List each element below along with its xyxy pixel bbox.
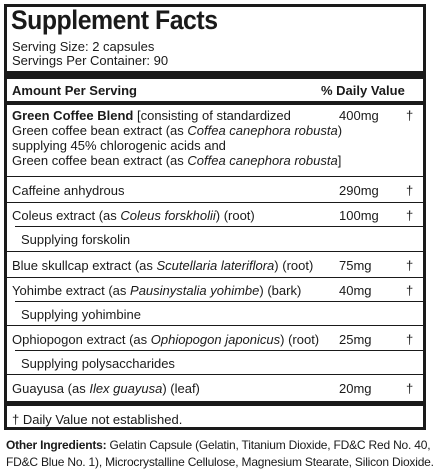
divider [7, 277, 423, 278]
green-coffee-line1: Green Coffee Blend [consisting of standardized [12, 108, 291, 123]
sub-polysaccharides: Supplying polysaccharides [21, 356, 175, 371]
header-dv: % Daily Value [321, 83, 405, 98]
divider [15, 226, 423, 227]
other-ingredients-text: Gelatin Capsule (Gelatin, Titanium Dioxide, FD&C Red No. 40, FD&C Blue No. 1), Microcrystalline Cellulose, Magnesium Stearate, Silicon Dioxide. [6, 438, 434, 469]
green-coffee-line3: supplying 45% chlorogenic acids and [12, 138, 226, 153]
green-coffee-line2: Green coffee bean extract (as Coffea canephora robusta) [12, 123, 343, 138]
divider [7, 202, 423, 203]
servings-per-container: Servings Per Container: 90 [12, 53, 169, 68]
divider [7, 251, 423, 252]
divider-thick-bottom [7, 401, 423, 406]
divider [15, 350, 423, 351]
supplement-facts-panel: Supplement Facts Serving Size: 2 capsules Servings Per Container: 90 Amount Per Serving % Daily Value Green Coffee Blend [consisting of standardized 400mg † Green coffee bean extract (as Coffea canephora robusta) supplying 45% chlorogenic acids and Green coffee bean extract (as Coffea canephora robusta] Caffeine anhydrous 290mg † Coleus extract (as Coleus forskholii) (root) 100mg † Supplying forskolin Blue skullcap extract (as Scutellaria lateriflora) (root) 75mg † Yohimbe extract (as Pausinystalia yohimbe) (bark) 40mg † Supplying yohimbine Ophiopogon extract (as Ophiopogon japonicus) (root) 25mg † Supplying polysaccharides Guayusa (as Ilex guayusa) (leaf) 20mg † † Daily Value not established. [4, 4, 426, 430]
divider-thick [7, 71, 423, 79]
divider [15, 301, 423, 302]
divider [7, 374, 423, 375]
serving-size: Serving Size: 2 capsules [12, 39, 155, 54]
green-coffee-line4: Green coffee bean extract (as Coffea canephora robusta] [12, 153, 342, 168]
sub-forskolin: Supplying forskolin [21, 232, 131, 247]
panel-title: Supplement Facts [11, 5, 218, 35]
divider [7, 325, 423, 326]
green-coffee-amount: 400mg [339, 108, 379, 123]
divider-medium [7, 101, 423, 105]
other-ingredients [6, 437, 434, 471]
sub-yohimbine: Supplying yohimbine [21, 307, 141, 322]
footnote: † Daily Value not established. [12, 412, 183, 427]
divider [7, 176, 423, 177]
other-ingredients-label: Other Ingredients: [6, 438, 107, 452]
header-amount: Amount Per Serving [12, 83, 137, 98]
green-coffee-dv: † [406, 108, 414, 123]
